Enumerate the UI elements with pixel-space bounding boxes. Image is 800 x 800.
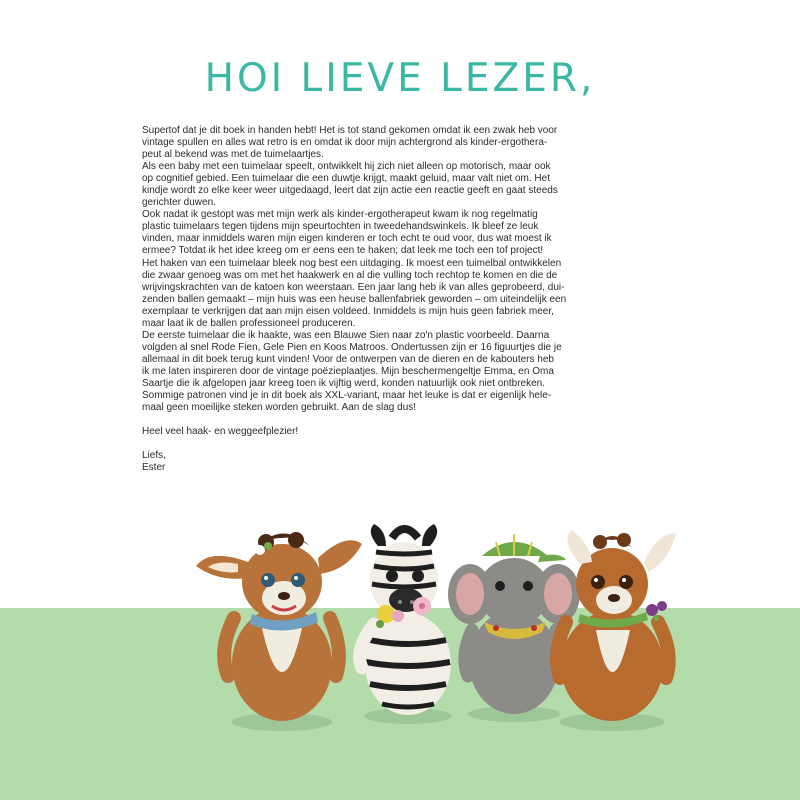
- text-line: Supertof dat je dit boek in handen hebt! Het is tot stand gekomen omdat ik een zwak heb voor: [142, 125, 558, 136]
- crochet-zebra: [360, 524, 451, 715]
- text-line: ik me laten inspireren door de vintage poëzieplaatjes. Mijn beschermengeltje Emma, en Oma: [142, 365, 554, 377]
- text-line: exemplaar te verkrijgen dat aan mijn eisen voldeed. Inmiddels is mijn huis geen fabriek meer,: [142, 305, 554, 317]
- text-line: vintage spullen en alles wat retro is en omdat ik door mijn achtergrond als kinder-ergothera-: [142, 137, 548, 149]
- signature: Ester: [142, 462, 166, 474]
- text-line: kindje wordt zo elke keer weer uitgedaagd, leert dat zijn actie een reactie geeft en gaat steeds: [142, 185, 558, 197]
- closing-line: Heel veel haak- en weggeefplezier!: [142, 426, 299, 438]
- text-line: op cognitief gebied. Een tuimelaar die een duwtje krijgt, maakt geluid, maar valt niet om. Het: [142, 173, 550, 185]
- text-line: Het haken van een tuimelaar bleek nog best een uitdaging. Ik moest een tuimelbal ontwikkelen: [142, 257, 562, 269]
- crochet-deer-right: [557, 530, 676, 721]
- signoff: Liefs,: [142, 450, 166, 462]
- page-title: HOI LIEVE LEZER,: [204, 56, 596, 101]
- text-line: die zwaar genoeg was om met het haakwerk en al die vulling toch rechtop te komen en die de: [142, 269, 558, 281]
- text-line: volgden al snel Rode Fien, Gele Pien en Koos Matroos. Ondertussen zijn er 16 figuurtjes die je: [142, 341, 562, 353]
- text-line: Als een baby met een tuimelaar speelt, ontwikkelt hij zich niet alleen op motorisch, maar ook: [142, 161, 551, 173]
- text-line: plastic tuimelaars tegen tijdens mijn speurtochten in tweedehandswinkels. Ik bleef ze leuk: [142, 221, 539, 233]
- text-line: maar laat ik de ballen professioneel produceren.: [142, 317, 356, 329]
- text-line: allemaal in dit boek terug kunt vinden! Voor de ontwerpen van de dieren en de kabouters heb: [142, 353, 554, 365]
- crochet-fawn-left: [196, 532, 362, 721]
- text-line: De eerste tuimelaar die ik haakte, was een Blauwe Sien naar zo'n plastic voorbeeld. Daarna: [142, 329, 550, 341]
- text-line: maal geen moeilijke steken worden gebruikt. Aan de slag dus!: [142, 402, 417, 414]
- text-line: vinden, maar inmiddels waren mijn eigen kinderen er toch echt te oud voor, dus wat moest ik: [142, 233, 552, 245]
- text-line: peut al bekend was met de tuimelaartjes.: [142, 149, 324, 161]
- text-line: gerichter duwen.: [142, 197, 216, 209]
- text-line: ermee? Totdat ik het idee kreeg om er eens een te haken; dat leek me toch een tof project!: [142, 245, 544, 257]
- text-line: zenden ballen gemaakt – mijn huis was een heuse ballenfabriek geworden – om uiteindelijk een: [142, 293, 567, 305]
- text-line: wrijvingskrachten van de katoen kon weerstaan. Een jaar lang heb ik van alles geprobeerd, dui-: [142, 281, 565, 293]
- text-line: Saartje die ik afgelopen jaar kreeg toen ik vijftig werd, konden natuurlijk ook niet ontbreken.: [142, 377, 546, 389]
- text-line: Sommige patronen vind je in dit boek als XXL-variant, maar het leuke is dat er eigenlijk hele-: [142, 390, 552, 402]
- text-line: Ook nadat ik gestopt was met mijn werk als kinder-ergotherapeut kwam ik nog regelmatig: [142, 209, 538, 221]
